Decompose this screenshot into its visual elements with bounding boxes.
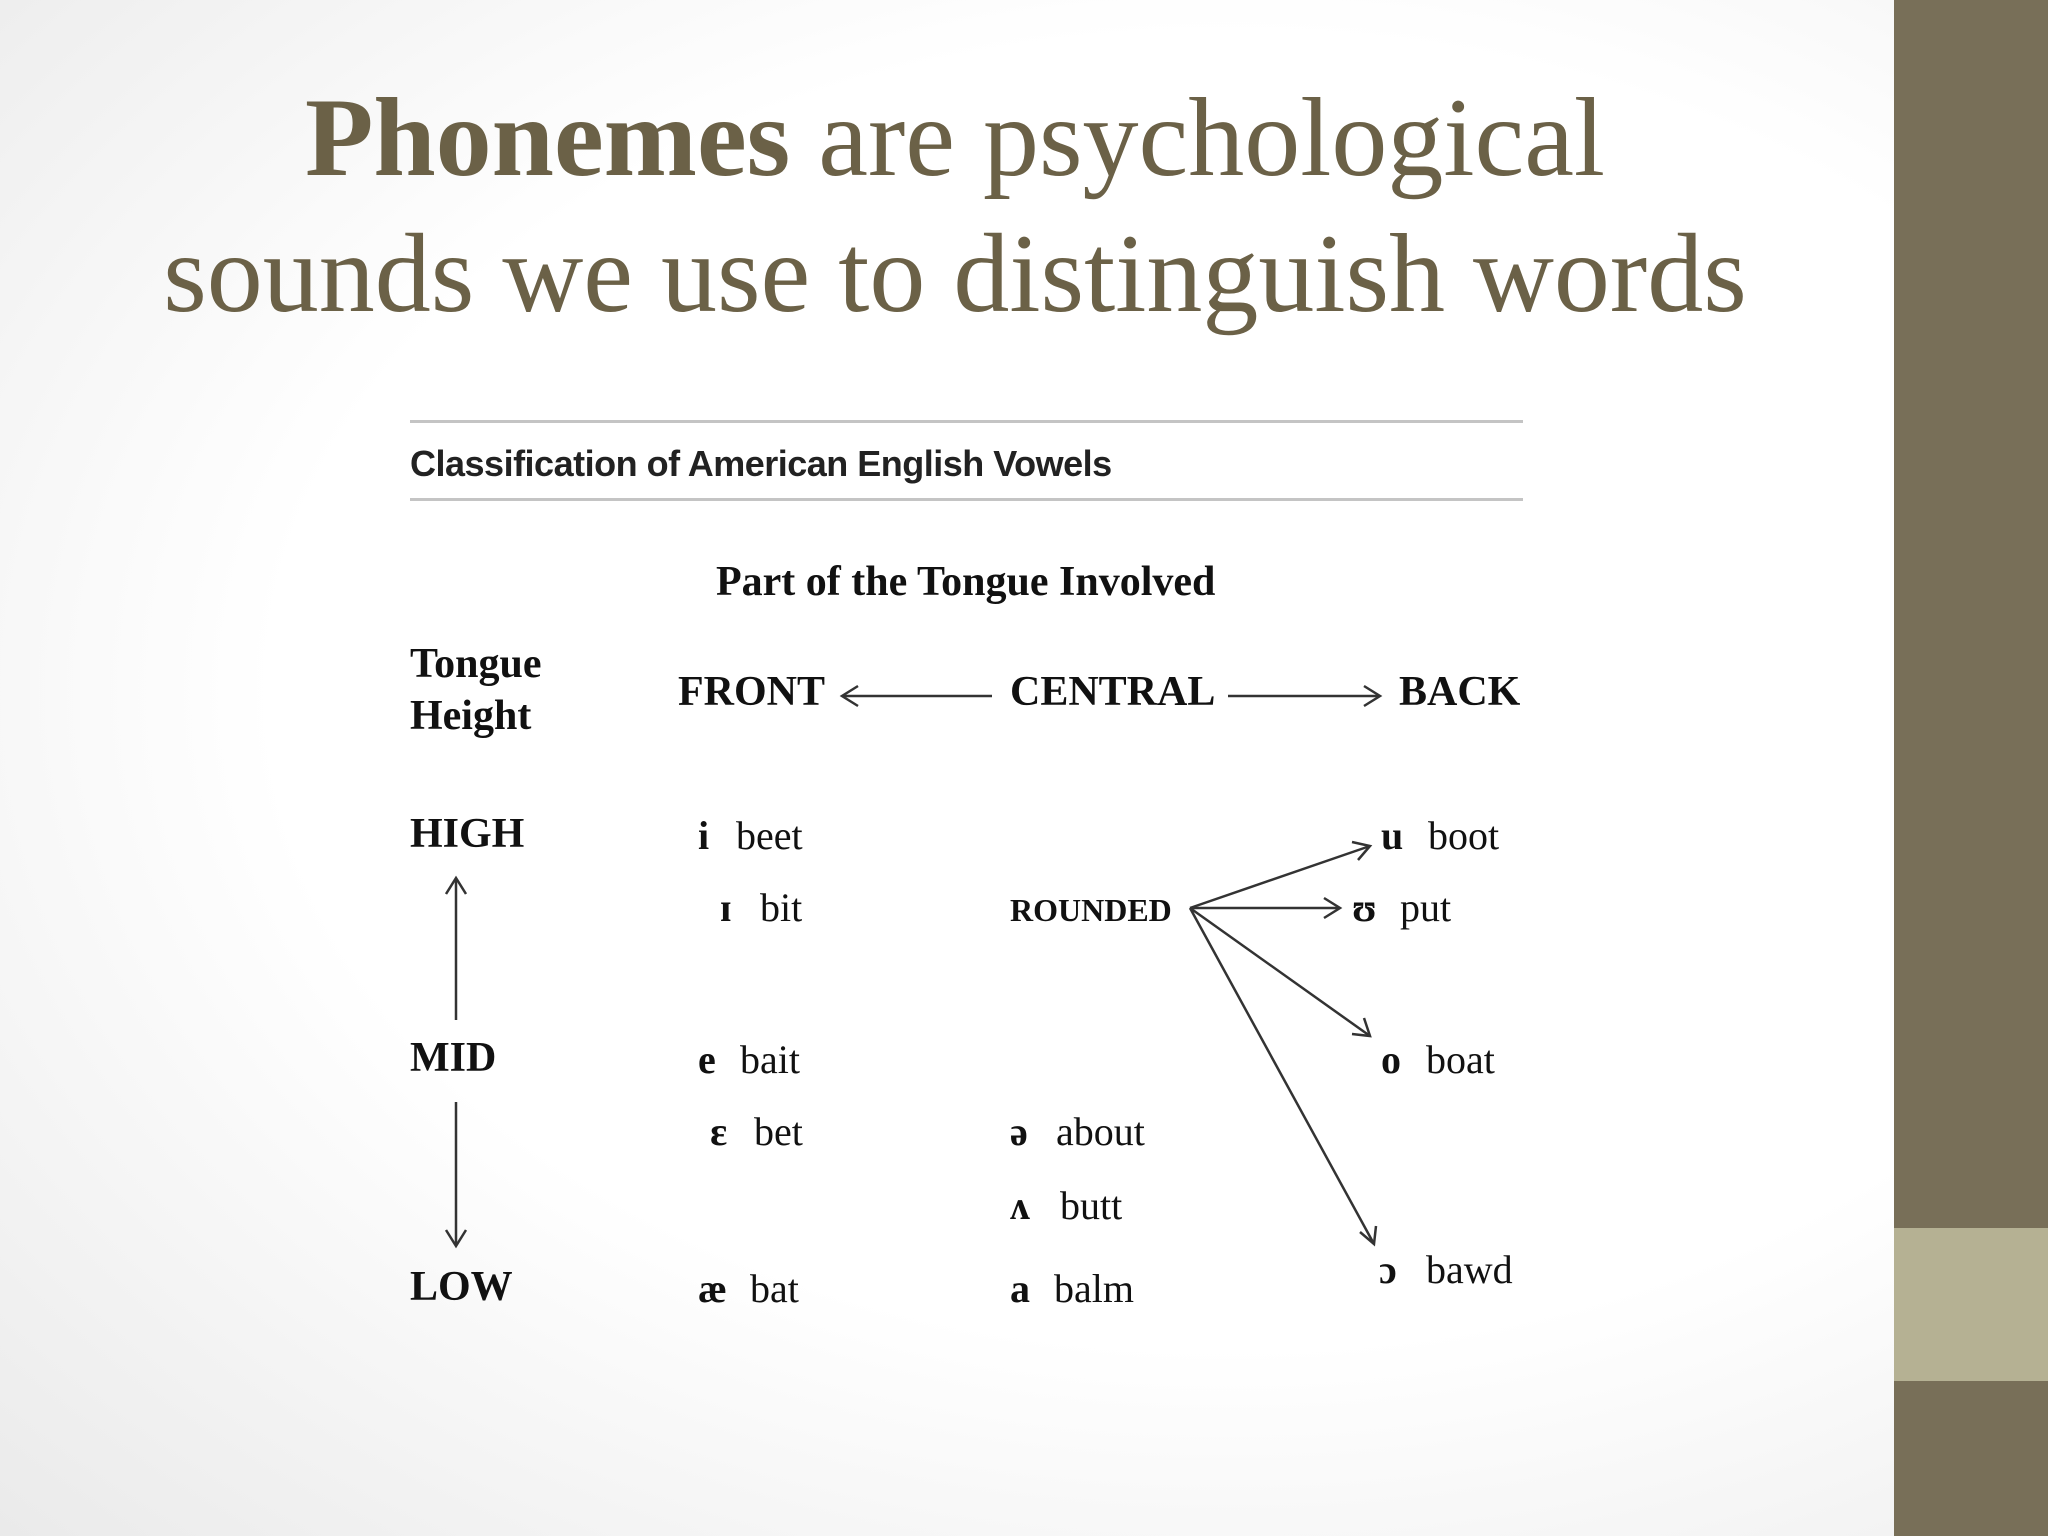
tongue-height-header-line2: Height xyxy=(410,693,532,739)
title-line1-rest: are psychological xyxy=(790,76,1606,200)
vowel-symbol: ɪ xyxy=(720,885,732,930)
vowel-symbol: i xyxy=(698,813,710,858)
rounded-label: ROUNDED xyxy=(1010,892,1172,928)
title-bold-word: Phonemes xyxy=(304,76,791,200)
vowel-symbol: o xyxy=(1381,1037,1401,1082)
vowel-example-word: butt xyxy=(1060,1183,1123,1228)
column-back: BACK xyxy=(1399,669,1521,715)
row-high: HIGH xyxy=(410,811,525,857)
vowel-example-word: bat xyxy=(750,1266,799,1311)
column-front: FRONT xyxy=(678,669,825,715)
vowel-example-word: bet xyxy=(754,1109,803,1154)
vowel-example-word: put xyxy=(1400,885,1452,930)
title-line2: sounds we use to distinguish words xyxy=(163,212,1747,336)
column-central: CENTRAL xyxy=(1010,669,1216,715)
part-of-tongue-header: Part of the Tongue Involved xyxy=(716,559,1216,605)
vowel-symbol: ʌ xyxy=(1010,1183,1030,1228)
table-caption: Classification of American English Vowels xyxy=(410,443,1112,484)
vowel-example-word: balm xyxy=(1054,1266,1134,1311)
tongue-height-header-line1: Tongue xyxy=(410,641,542,687)
vowel-example-word: boat xyxy=(1426,1037,1495,1082)
rounded-arrow-to-o xyxy=(1190,908,1370,1036)
vowel-symbol: e xyxy=(698,1037,716,1082)
vowel-symbol: u xyxy=(1381,813,1404,858)
vowel-symbol: ɛ xyxy=(710,1109,728,1154)
vowel-symbol: æ xyxy=(698,1266,727,1311)
rounded-arrow-to-u xyxy=(1190,846,1370,908)
rounded-arrow-to-aw xyxy=(1190,908,1374,1244)
vowel-example-word: bait xyxy=(740,1037,800,1082)
vowel-symbol: a xyxy=(1010,1266,1030,1311)
vowel-example-word: about xyxy=(1056,1109,1145,1154)
vowel-example-word: bawd xyxy=(1426,1247,1513,1292)
vowel-example-word: beet xyxy=(736,813,803,858)
vowel-symbol: ʊ xyxy=(1352,885,1377,930)
row-mid: MID xyxy=(410,1035,497,1081)
vowel-example-word: bit xyxy=(760,885,803,930)
row-low: LOW xyxy=(410,1264,513,1310)
vowel-symbol: ɔ xyxy=(1379,1247,1397,1292)
vowel-example-word: boot xyxy=(1428,813,1500,858)
vowel-symbol: ə xyxy=(1010,1109,1028,1154)
